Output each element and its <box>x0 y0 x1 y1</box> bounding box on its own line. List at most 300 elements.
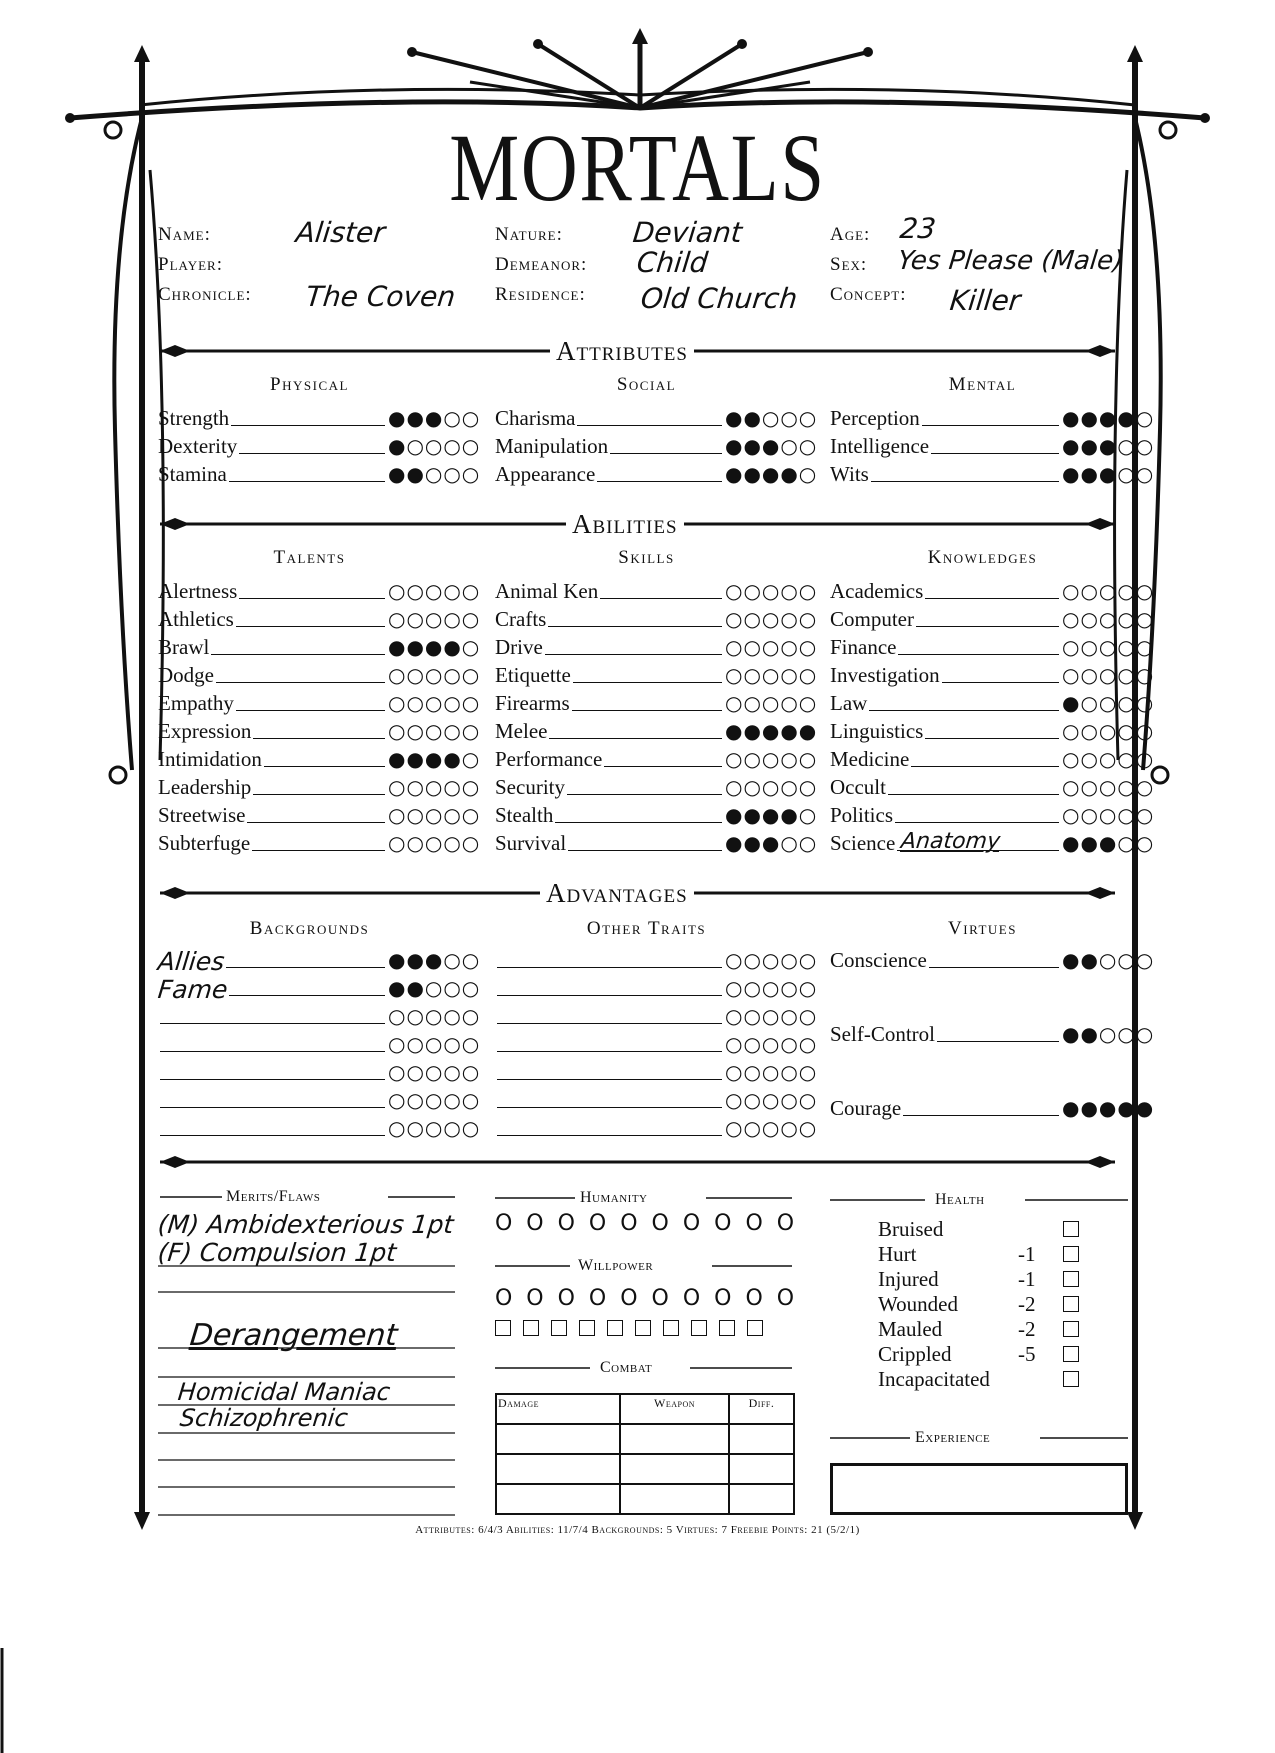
trait-name: Athletics <box>158 607 234 631</box>
virtues-column <box>830 918 1155 1122</box>
willpower-box[interactable] <box>635 1320 651 1336</box>
trait-row[interactable] <box>158 1030 481 1058</box>
health-level-name: Crippled <box>878 1342 952 1366</box>
combat-col-diff: Diff. <box>729 1394 794 1424</box>
trait-dots[interactable]: ●●●●○ <box>388 747 481 771</box>
trait-line <box>160 1079 385 1080</box>
trait-row[interactable] <box>830 773 1155 801</box>
talents-heading: Talents <box>273 547 346 568</box>
trait-row[interactable] <box>830 801 1155 829</box>
health-level-name: Injured <box>878 1267 939 1291</box>
derangement-line-1[interactable]: Homicidal Maniac <box>176 1378 392 1406</box>
trait-line <box>497 967 722 968</box>
trait-name: Security <box>495 775 565 799</box>
trait-name: Melee <box>495 719 548 743</box>
backgrounds-column <box>156 918 481 1142</box>
health-level-penalty: -2 <box>1018 1317 1036 1341</box>
trait-line <box>929 967 1059 968</box>
trait-dots[interactable]: ●●●●○ <box>388 635 481 659</box>
trait-dots[interactable]: ○○○○○ <box>388 1116 481 1140</box>
abilities-talents <box>158 547 481 857</box>
health-checkbox[interactable] <box>1063 1296 1079 1312</box>
trait-name: Occult <box>830 775 886 799</box>
trait-name: Law <box>830 691 868 715</box>
trait-row[interactable] <box>495 773 818 801</box>
trait-dots[interactable]: ○○○○○ <box>388 1088 481 1112</box>
trait-row[interactable] <box>158 460 481 488</box>
health-level-name: Bruised <box>878 1217 944 1241</box>
trait-dots[interactable]: ○○○○○ <box>725 1116 818 1140</box>
combat-cell[interactable] <box>729 1454 794 1484</box>
trait-dots[interactable]: ○○○○○ <box>1062 719 1155 743</box>
trait-name: Subterfuge <box>158 831 251 855</box>
trait-row[interactable] <box>158 432 481 460</box>
trait-dots[interactable]: ○○○○○ <box>1062 579 1155 603</box>
trait-row[interactable] <box>495 1030 818 1058</box>
trait-line <box>577 425 722 426</box>
trait-row[interactable] <box>158 717 481 745</box>
trait-line <box>497 995 722 996</box>
health-checkbox[interactable] <box>1063 1371 1079 1387</box>
trait-line <box>937 1041 1059 1042</box>
trait-line <box>572 710 722 711</box>
trait-dots[interactable]: ●○○○○ <box>1062 691 1155 715</box>
trait-dots[interactable]: ●●●●○ <box>725 803 818 827</box>
trait-dots[interactable]: ○○○○○ <box>725 607 818 631</box>
trait-row[interactable] <box>495 717 818 745</box>
trait-name: Drive <box>495 635 543 659</box>
trait-row[interactable] <box>495 633 818 661</box>
trait-line <box>497 1023 722 1024</box>
trait-line <box>497 1135 722 1136</box>
experience-heading: Experience <box>915 1429 991 1446</box>
abilities-knowledges <box>830 547 1155 857</box>
trait-dots[interactable]: ●●●○○ <box>1062 831 1155 855</box>
health-level-penalty: -5 <box>1018 1342 1036 1366</box>
health-level-penalty: -1 <box>1018 1242 1036 1266</box>
trait-row[interactable] <box>495 745 818 773</box>
trait-row[interactable] <box>158 633 481 661</box>
concept-value: Killer <box>948 284 1023 317</box>
sex-field[interactable] <box>830 246 1135 284</box>
trait-row[interactable] <box>830 689 1155 717</box>
health-level-name: Mauled <box>878 1317 943 1341</box>
trait-dots[interactable]: ●●●●○ <box>725 462 818 486</box>
name-field[interactable] <box>158 216 518 254</box>
willpower-boxes[interactable] <box>495 1320 775 1341</box>
trait-dots[interactable]: ○○○○○ <box>725 948 818 972</box>
trait-row[interactable] <box>158 605 481 633</box>
trait-row[interactable] <box>156 946 481 976</box>
willpower-track[interactable]: O O O O O O O O O O <box>495 1286 798 1311</box>
trait-dots[interactable]: ○○○○○ <box>1062 607 1155 631</box>
trait-name: Etiquette <box>495 663 571 687</box>
trait-row[interactable] <box>830 577 1155 605</box>
willpower-box[interactable] <box>691 1320 707 1336</box>
trait-name: Performance <box>495 747 603 771</box>
health-level-name: Wounded <box>878 1292 958 1316</box>
trait-dots[interactable]: ○○○○○ <box>725 775 818 799</box>
willpower-box[interactable] <box>523 1320 539 1336</box>
trait-row[interactable] <box>158 801 481 829</box>
trait-row[interactable] <box>495 1114 818 1142</box>
trait-line <box>548 626 722 627</box>
other-traits-list <box>495 946 818 1142</box>
willpower-box[interactable] <box>495 1320 511 1336</box>
combat-col-damage: Damage <box>496 1394 620 1424</box>
trait-row[interactable] <box>830 633 1155 661</box>
trait-line <box>497 1107 722 1108</box>
knowledges-heading: Knowledges <box>927 547 1038 568</box>
trait-dots[interactable]: ○○○○○ <box>388 1032 481 1056</box>
trait-dots[interactable]: ○○○○○ <box>725 747 818 771</box>
willpower-box[interactable] <box>719 1320 735 1336</box>
health-checkbox[interactable] <box>1063 1321 1079 1337</box>
abilities-skills <box>495 547 818 857</box>
willpower-box[interactable] <box>607 1320 623 1336</box>
trait-line <box>916 626 1059 627</box>
trait-name: Perception <box>830 406 920 430</box>
trait-line <box>236 626 385 627</box>
trait-row[interactable] <box>158 404 481 432</box>
name-value: Alister <box>294 216 387 249</box>
physical-heading: Physical <box>270 374 349 395</box>
trait-dots[interactable]: ●●●●● <box>1062 1096 1155 1120</box>
trait-row[interactable] <box>495 577 818 605</box>
trait-dots[interactable]: ○○○○○ <box>725 579 818 603</box>
header-right <box>830 212 1135 317</box>
willpower-box[interactable] <box>551 1320 567 1336</box>
trait-dots[interactable]: ○○○○○ <box>388 803 481 827</box>
social-heading: Social <box>616 374 677 395</box>
demeanor-value: Child <box>635 246 710 279</box>
trait-name: Allies <box>156 947 226 976</box>
trait-line <box>253 794 385 795</box>
trait-line <box>898 654 1059 655</box>
trait-row[interactable] <box>830 829 1155 857</box>
trait-row[interactable] <box>830 432 1155 460</box>
trait-row[interactable] <box>495 404 818 432</box>
trait-row[interactable] <box>830 946 1155 974</box>
trait-name: Alertness <box>158 579 238 603</box>
health-heading: Health <box>935 1191 985 1208</box>
trait-row[interactable] <box>830 1094 1155 1122</box>
trait-name: Leadership <box>158 775 252 799</box>
attributes-social <box>495 374 818 488</box>
backgrounds-list <box>156 946 481 1142</box>
knowledges-list <box>830 577 1155 857</box>
trait-line <box>231 425 385 426</box>
trait-dots[interactable]: ○○○○○ <box>388 607 481 631</box>
attributes-heading: Attributes <box>550 336 694 366</box>
trait-name: Stealth <box>495 803 554 827</box>
trait-dots[interactable]: ●●●○○ <box>388 948 481 972</box>
trait-line <box>888 794 1059 795</box>
trait-dots[interactable]: ○○○○○ <box>725 635 818 659</box>
trait-line <box>555 822 722 823</box>
health-checkbox[interactable] <box>1063 1246 1079 1262</box>
nature-label: Nature: <box>495 224 563 245</box>
trait-dots[interactable]: ○○○○○ <box>388 1004 481 1028</box>
trait-line <box>229 995 385 996</box>
trait-dots[interactable]: ○○○○○ <box>388 691 481 715</box>
trait-name: Manipulation <box>495 434 609 458</box>
trait-row[interactable] <box>158 1002 481 1030</box>
nature-value: Deviant <box>631 216 744 249</box>
combat-row[interactable] <box>496 1454 794 1484</box>
trait-row[interactable] <box>156 974 481 1004</box>
trait-name: Fame <box>156 975 230 1004</box>
virtues-heading: Virtues <box>948 918 1017 939</box>
other-traits-heading: Other Traits <box>586 918 707 939</box>
trait-name: Intelligence <box>830 434 930 458</box>
trait-line <box>568 850 722 851</box>
trait-row[interactable] <box>495 605 818 633</box>
trait-dots[interactable]: ●●●○○ <box>725 434 818 458</box>
trait-dots[interactable]: ●●○○○ <box>388 976 481 1000</box>
trait-name: Politics <box>830 803 894 827</box>
trait-line <box>604 766 722 767</box>
concept-field[interactable] <box>830 284 1135 317</box>
trait-dots[interactable]: ●●○○○ <box>725 406 818 430</box>
chronicle-field[interactable] <box>158 280 518 314</box>
trait-name: Stamina <box>158 462 227 486</box>
trait-dots[interactable]: ○○○○○ <box>725 976 818 1000</box>
trait-dots[interactable]: ●●●●○ <box>1062 406 1155 430</box>
header-left <box>158 216 518 314</box>
health-checkbox[interactable] <box>1063 1346 1079 1362</box>
trait-line <box>903 1115 1059 1116</box>
trait-dots[interactable]: ○○○○○ <box>725 1060 818 1084</box>
combat-cell[interactable] <box>729 1484 794 1514</box>
name-label: Name: <box>158 224 211 245</box>
trait-line <box>252 850 385 851</box>
trait-dots[interactable]: ○○○○○ <box>1062 775 1155 799</box>
merits-flaws-heading: Merits/Flaws <box>226 1188 321 1205</box>
trait-dots[interactable]: ○○○○○ <box>1062 635 1155 659</box>
trait-name: Computer <box>830 607 914 631</box>
mental-list <box>830 404 1155 488</box>
health-level-name: Incapacitated <box>878 1367 990 1391</box>
willpower-box[interactable] <box>663 1320 679 1336</box>
combat-cell[interactable] <box>496 1424 620 1454</box>
trait-row[interactable] <box>158 1058 481 1086</box>
trait-name: Investigation <box>830 663 940 687</box>
trait-line <box>600 598 722 599</box>
trait-row[interactable] <box>830 1020 1155 1048</box>
trait-line <box>922 425 1059 426</box>
trait-name: Linguistics <box>830 719 924 743</box>
trait-name: Self-Control <box>830 1022 935 1046</box>
trait-name: Dexterity <box>158 434 238 458</box>
trait-dots[interactable]: ○○○○○ <box>1062 663 1155 687</box>
trait-dots[interactable]: ○○○○○ <box>725 1088 818 1112</box>
trait-line <box>895 822 1059 823</box>
combat-table <box>495 1393 795 1515</box>
trait-name: Dodge <box>158 663 214 687</box>
trait-dots[interactable]: ●●●○○ <box>1062 434 1155 458</box>
trait-row[interactable] <box>158 1086 481 1114</box>
trait-row[interactable] <box>830 661 1155 689</box>
trait-row[interactable] <box>830 460 1155 488</box>
trait-line <box>497 1079 722 1080</box>
chronicle-label: Chronicle: <box>158 284 252 305</box>
trait-row[interactable] <box>495 946 818 974</box>
virtues-list <box>830 946 1155 1122</box>
health-level-penalty: -2 <box>1018 1292 1036 1316</box>
trait-row[interactable] <box>495 829 818 857</box>
flaw-line-1[interactable]: (F) Compulsion 1pt <box>156 1238 398 1267</box>
health-track <box>878 1217 1098 1407</box>
derangement-heading: Derangement <box>188 1318 400 1353</box>
trait-line <box>211 654 385 655</box>
trait-line <box>869 710 1059 711</box>
attributes-mental <box>830 374 1155 488</box>
trait-line <box>229 481 385 482</box>
trait-row[interactable] <box>830 717 1155 745</box>
chronicle-value: The Coven <box>304 280 457 313</box>
health-level-penalty: -1 <box>1018 1267 1036 1291</box>
trait-dots[interactable]: ●●●●● <box>725 719 818 743</box>
sex-label: Sex: <box>830 254 868 275</box>
trait-dots[interactable]: ●●○○○ <box>1062 1022 1155 1046</box>
trait-dots[interactable]: ○○○○○ <box>388 775 481 799</box>
trait-name: Charisma <box>495 406 576 430</box>
combat-row[interactable] <box>496 1484 794 1514</box>
combat-cell[interactable] <box>620 1484 729 1514</box>
trait-line <box>931 453 1059 454</box>
age-label: Age: <box>830 224 871 245</box>
combat-cell[interactable] <box>729 1424 794 1454</box>
trait-dots[interactable]: ○○○○○ <box>725 1004 818 1028</box>
derangement-line-2[interactable]: Schizophrenic <box>178 1404 350 1432</box>
sex-value: Yes Please (Male) <box>896 246 1125 276</box>
trait-line <box>549 738 722 739</box>
trait-row[interactable] <box>495 801 818 829</box>
combat-row[interactable] <box>496 1424 794 1454</box>
willpower-box[interactable] <box>579 1320 595 1336</box>
trait-name: Crafts <box>495 607 547 631</box>
trait-name: Streetwise <box>158 803 246 827</box>
trait-dots[interactable]: ○○○○○ <box>388 1060 481 1084</box>
trait-dots[interactable]: ●●●○○ <box>1062 462 1155 486</box>
player-label: Player: <box>158 254 223 275</box>
trait-row[interactable] <box>830 605 1155 633</box>
trait-line <box>897 829 1059 854</box>
trait-name: Expression <box>158 719 252 743</box>
trait-row[interactable] <box>158 745 481 773</box>
trait-line <box>573 682 722 683</box>
trait-dots[interactable]: ●●●○○ <box>388 406 481 430</box>
trait-row[interactable] <box>495 432 818 460</box>
trait-name: Strength <box>158 406 230 430</box>
trait-row[interactable] <box>158 829 481 857</box>
trait-line <box>497 1051 722 1052</box>
trait-row[interactable] <box>158 577 481 605</box>
combat-heading: Combat <box>600 1359 653 1376</box>
trait-line <box>160 1135 385 1136</box>
trait-dots[interactable]: ○○○○○ <box>388 719 481 743</box>
trait-row[interactable] <box>495 1086 818 1114</box>
humanity-track[interactable]: O O O O O O O O O O <box>495 1211 798 1236</box>
trait-line <box>545 654 722 655</box>
trait-dots[interactable]: ●●○○○ <box>388 462 481 486</box>
trait-dots[interactable]: ○○○○○ <box>388 579 481 603</box>
trait-line <box>871 481 1059 482</box>
trait-row[interactable] <box>495 974 818 1002</box>
merit-line-1[interactable]: (M) Ambidexterious 1pt <box>156 1210 455 1239</box>
trait-row[interactable] <box>495 460 818 488</box>
trait-line <box>160 1051 385 1052</box>
combat-cell[interactable] <box>496 1484 620 1514</box>
trait-line <box>925 738 1059 739</box>
health-checkbox[interactable] <box>1063 1271 1079 1287</box>
trait-name: Intimidation <box>158 747 262 771</box>
demeanor-field[interactable] <box>495 246 825 284</box>
trait-line <box>216 682 385 683</box>
trait-dots[interactable]: ○○○○○ <box>1062 747 1155 771</box>
trait-name: Wits <box>830 462 869 486</box>
talents-list <box>158 577 481 857</box>
trait-line <box>239 453 385 454</box>
trait-row[interactable] <box>830 745 1155 773</box>
health-checkbox[interactable] <box>1063 1221 1079 1237</box>
trait-row[interactable] <box>158 689 481 717</box>
trait-row[interactable] <box>495 661 818 689</box>
advantages-heading: Advantages <box>540 878 694 908</box>
physical-list <box>158 404 481 488</box>
trait-row[interactable] <box>495 689 818 717</box>
trait-line <box>567 794 722 795</box>
trait-dots[interactable]: ○○○○○ <box>1062 803 1155 827</box>
trait-line <box>253 738 385 739</box>
header-middle <box>495 216 825 315</box>
trait-dots[interactable]: ○○○○○ <box>725 691 818 715</box>
residence-field[interactable] <box>495 284 825 314</box>
residence-label: Residence: <box>495 284 586 305</box>
combat-cell[interactable] <box>620 1454 729 1484</box>
trait-row[interactable] <box>830 404 1155 432</box>
trait-name: Academics <box>830 579 924 603</box>
trait-row[interactable] <box>158 1114 481 1142</box>
trait-dots[interactable]: ○○○○○ <box>725 663 818 687</box>
trait-dots[interactable]: ●○○○○ <box>388 434 481 458</box>
trait-row[interactable] <box>495 1002 818 1030</box>
trait-name: Brawl <box>158 635 210 659</box>
trait-row[interactable] <box>158 661 481 689</box>
backgrounds-heading: Backgrounds <box>249 918 370 939</box>
trait-dots[interactable]: ●●○○○ <box>1062 948 1155 972</box>
age-value: 23 <box>898 212 938 245</box>
combat-cell[interactable] <box>620 1424 729 1454</box>
trait-line <box>942 682 1059 683</box>
trait-line <box>236 710 385 711</box>
trait-dots[interactable]: ○○○○○ <box>388 663 481 687</box>
trait-line <box>610 453 722 454</box>
trait-dots[interactable]: ○○○○○ <box>388 831 481 855</box>
trait-row[interactable] <box>495 1058 818 1086</box>
experience-box[interactable] <box>830 1463 1128 1515</box>
trait-line <box>597 481 722 482</box>
willpower-box[interactable] <box>747 1320 763 1336</box>
combat-col-weapon: Weapon <box>620 1394 729 1424</box>
trait-dots[interactable]: ●●●○○ <box>725 831 818 855</box>
trait-row[interactable] <box>158 773 481 801</box>
trait-dots[interactable]: ○○○○○ <box>725 1032 818 1056</box>
attributes-physical <box>158 374 481 488</box>
combat-cell[interactable] <box>496 1454 620 1484</box>
trait-name: Survival <box>495 831 567 855</box>
